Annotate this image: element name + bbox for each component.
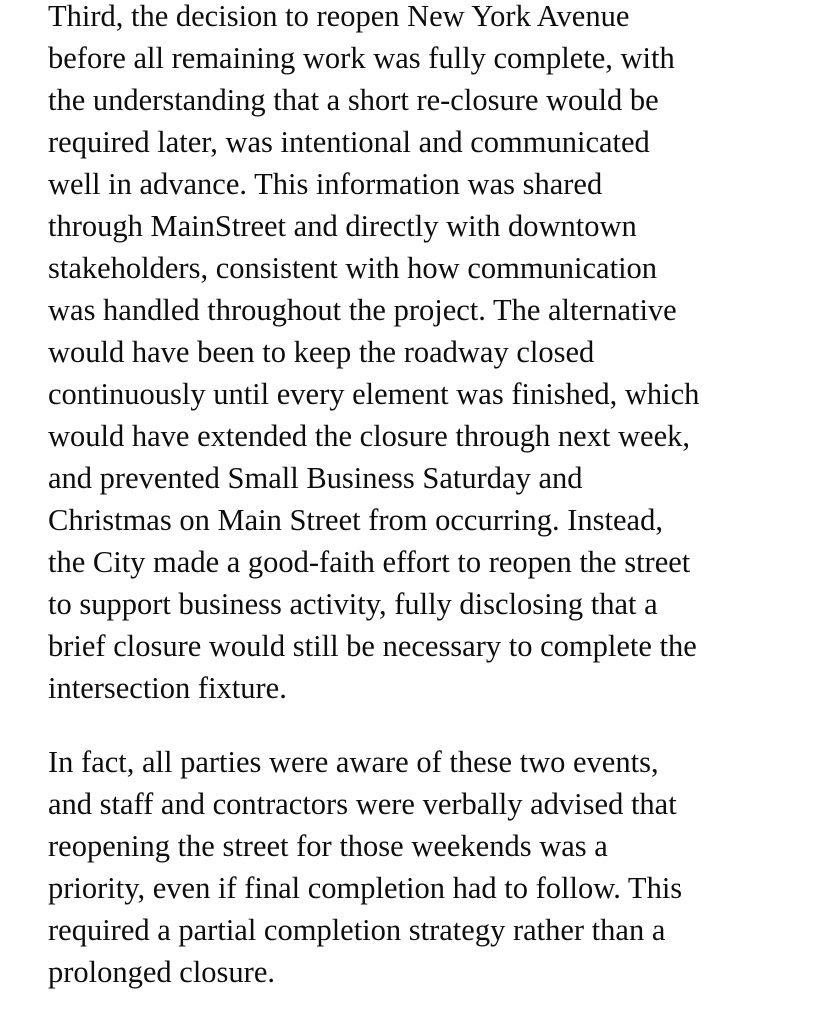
text-line: and staff and contractors were verbally advised that [48, 787, 677, 821]
text-line: brief closure would still be necessary to complete the [48, 629, 697, 663]
text-line: stakeholders, consistent with how communication [48, 251, 658, 285]
text-line: before all remaining work was fully complete, with [48, 41, 675, 75]
text-line: was handled throughout the project. The alternative [48, 293, 677, 327]
text-line: the City made a good-faith effort to reopen the street [48, 545, 691, 579]
text-line: continuously until every element was finished, which [48, 377, 700, 411]
text-line: intersection fixture. [48, 671, 287, 705]
text-line: well in advance. This information was shared [48, 167, 603, 201]
text-line: reopening the street for those weekends was a [48, 829, 608, 863]
text-line: priority, even if final completion had to follow. This [48, 871, 683, 905]
text-line: Christmas on Main Street from occurring. Instead, [48, 503, 663, 537]
text-line: would have extended the closure through next week, [48, 419, 690, 453]
text-line: the understanding that a short re-closure would be [48, 83, 659, 117]
text-line: would have been to keep the roadway closed [48, 335, 595, 369]
text-line: prolonged closure. [48, 955, 275, 989]
text-line: through MainStreet and directly with downtown [48, 209, 637, 243]
text-line: In fact, all parties were aware of these two events, [48, 745, 659, 779]
text-line: required a partial completion strategy rather than a [48, 913, 666, 947]
text-line: to support business activity, fully disclosing that a [48, 587, 658, 621]
text-line: Third, the decision to reopen New York Avenue [48, 0, 630, 33]
text-line: and prevented Small Business Saturday and [48, 461, 583, 495]
text-line: required later, was intentional and communicated [48, 125, 650, 159]
